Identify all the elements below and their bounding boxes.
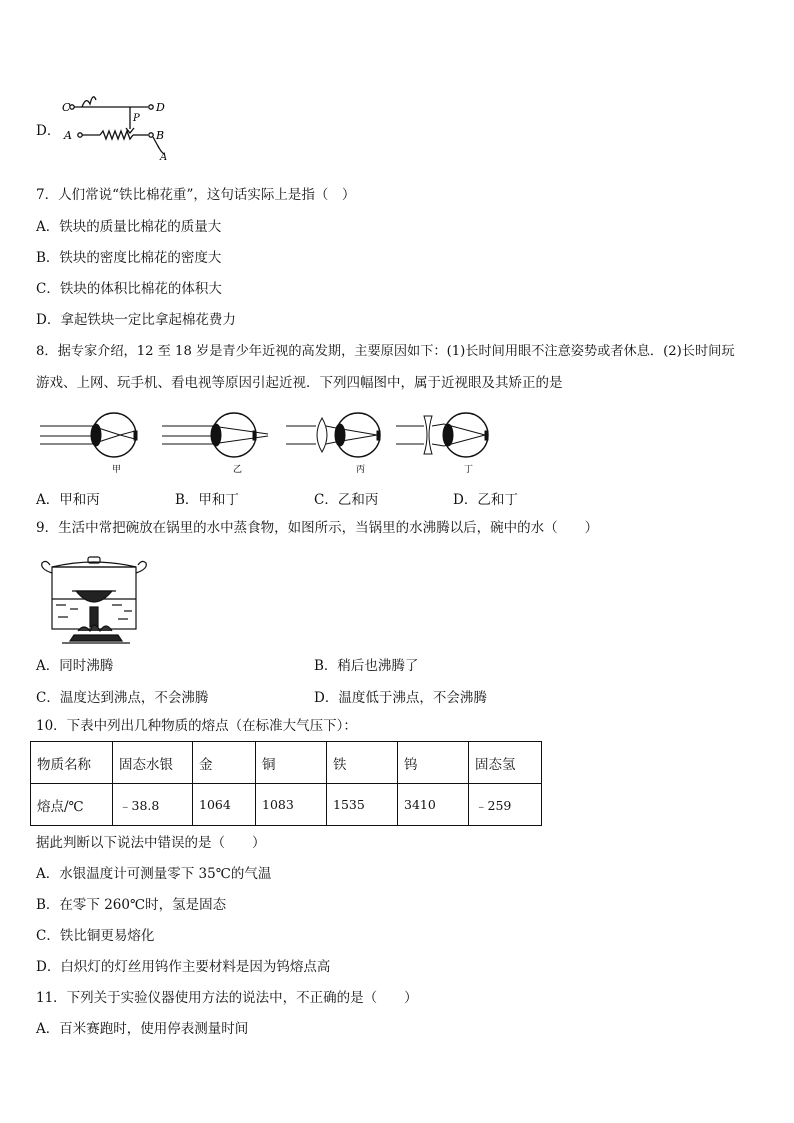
q8-stem-line2: 游戏、上网、玩手机、看电视等原因引起近视．下列四幅图中，属于近视眼及其矫正的是 — [36, 375, 563, 391]
q10-question: 据此判断以下说法中错误的是（ ） — [36, 835, 266, 851]
q10-option-a: A．水银温度计可测量零下 35℃的气温 — [36, 866, 272, 882]
q7-option-c: C．铁块的体积比棉花的体积大 — [36, 281, 222, 297]
q10-option-c: C．铁比铜更易熔化 — [36, 928, 155, 944]
q11-option-a: A．百米赛跑时，使用停表测量时间 — [36, 1021, 249, 1037]
q8-option-c: C．乙和丙 — [314, 492, 379, 508]
q8-stem-line1: 8．据专家介绍，12 至 18 岁是青少年近视的高发期，主要原因如下：(1)长时间用眼不注意姿势或者休息．(2)长时间玩 — [36, 344, 735, 359]
q8-option-a: A．甲和丙 — [36, 492, 100, 508]
q9-option-c: C．温度达到沸点，不会沸腾 — [36, 690, 209, 706]
q9-option-a: A．同时沸腾 — [36, 658, 114, 674]
q7-option-b: B．铁块的密度比棉花的密度大 — [36, 250, 222, 266]
q8-option-b: B．甲和丁 — [175, 492, 239, 508]
table-cell: 固态氢 — [469, 742, 542, 784]
table-cell: 物质名称 — [31, 742, 113, 784]
eye-caption-ding: 丁 — [464, 465, 474, 475]
q6-label-b: B — [156, 129, 165, 142]
table-cell: 熔点/℃ — [31, 784, 113, 826]
q9-stem: 9．生活中常把碗放在锅里的水中蒸食物，如图所示，当锅里的水沸腾以后，碗中的水（ ） — [36, 520, 599, 536]
q11-stem: 11．下列关于实验仪器使用方法的说法中，不正确的是（ ） — [36, 990, 418, 1006]
table-cell: 铁 — [327, 742, 398, 784]
q10-option-b: B．在零下 260℃时，氢是固态 — [36, 897, 227, 913]
table-cell: 1064 — [193, 784, 256, 826]
table-cell: 钨 — [398, 742, 469, 784]
q7-stem: 7．人们常说“铁比棉花重”，这句话实际上是指（ ） — [36, 187, 356, 203]
q10-option-d: D．白炽灯的灯丝用钨作主要材料是因为钨熔点高 — [36, 959, 331, 975]
q6-circuit-diagram — [60, 82, 190, 166]
q6-label-p: P — [133, 113, 140, 124]
eye-diagram-jia — [40, 413, 137, 457]
q6-option-d-label: D． — [36, 123, 61, 139]
q9-option-d: D．温度低于沸点，不会沸腾 — [314, 690, 487, 706]
table-cell: 铜 — [256, 742, 327, 784]
q8-option-d: D．乙和丁 — [453, 492, 518, 508]
eye-diagram-yi — [162, 413, 268, 457]
q6-label-d: D — [156, 101, 165, 114]
table-cell: 1535 — [327, 784, 398, 826]
table-cell: ﹣259 — [469, 784, 542, 826]
eye-diagram-ding — [396, 413, 488, 457]
table-cell: ﹣38.8 — [113, 784, 193, 826]
table-row — [31, 742, 542, 784]
q7-option-a: A．铁块的质量比棉花的质量大 — [36, 219, 222, 235]
table-cell: 1083 — [256, 784, 327, 826]
eye-caption-yi: 乙 — [233, 465, 243, 475]
q7-option-d: D．拿起铁块一定比拿起棉花费力 — [36, 312, 236, 328]
q10-stem: 10．下表中列出几种物质的熔点（在标准大气压下）： — [36, 718, 357, 734]
eye-caption-bing: 丙 — [356, 465, 366, 475]
eye-diagram-bing — [286, 413, 380, 457]
q9-option-b: B．稍后也沸腾了 — [314, 658, 419, 674]
table-cell: 3410 — [398, 784, 469, 826]
table-row — [31, 784, 542, 826]
melting-point-table — [30, 741, 542, 826]
eye-caption-jia: 甲 — [112, 465, 122, 475]
q6-label-bottom: A — [160, 152, 168, 163]
table-cell: 固态水银 — [113, 742, 193, 784]
q9-steamer-diagram — [38, 555, 150, 647]
q8-eye-diagrams — [40, 410, 510, 480]
q6-label-a: A — [64, 129, 72, 142]
q6-label-c: C — [62, 101, 71, 114]
table-cell: 金 — [193, 742, 256, 784]
